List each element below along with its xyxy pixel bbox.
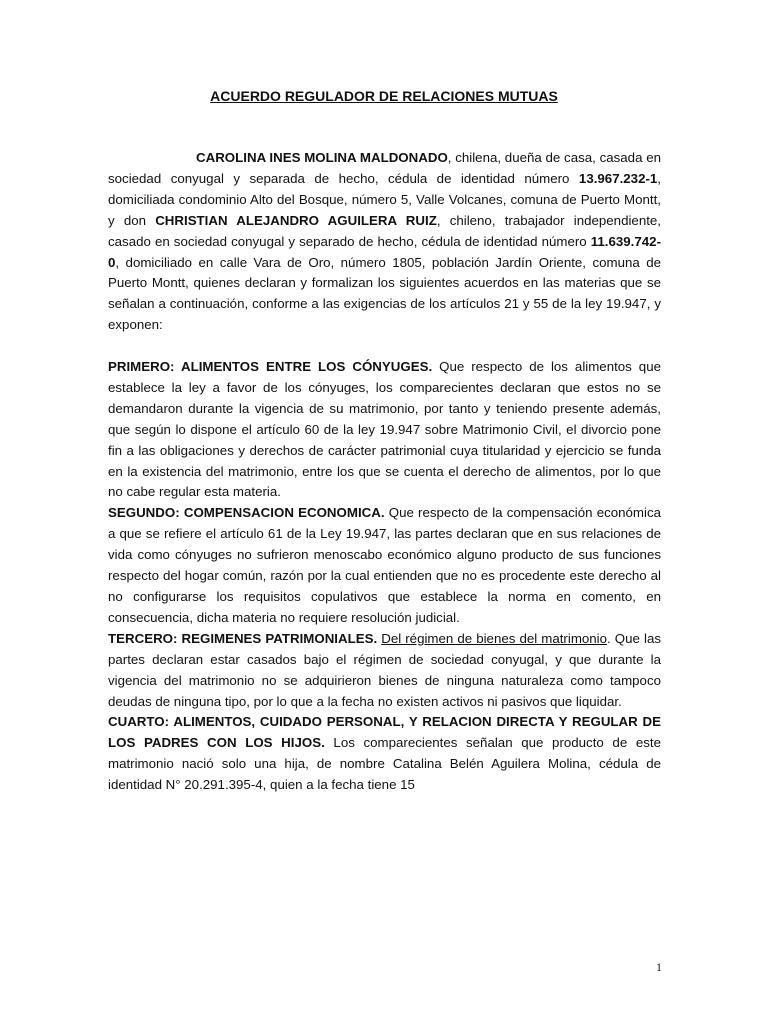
clause-segundo [108,503,661,628]
clause-tercero-underlined: Del régimen de bienes del matrimonio [381,630,608,646]
intro-text-4: , domiciliado en calle Vara de Oro, número 1805, población Jardín Oriente, comuna de Puerto Montt, quienes declaran y formalizan los siguientes acuerdos en las materias que se señalan a continuación, conforme a las exigencias de los artículos 21 y 55 de la ley 19.947, y exponen: [108,254,661,333]
clause-tercero-heading: TERCERO: REGIMENES PATRIMONIALES. [108,630,378,646]
party-name-2: CHRISTIAN ALEJANDRO AGUILERA RUIZ [155,212,437,228]
clause-cuarto [108,712,661,796]
clause-tercero-text: . Que las partes declaran estar casados bajo el régimen de sociedad conyugal, y que durante la vigencia del matrimonio no se adquirieron bienes de ninguna naturaleza como tampoco deudas de ninguna tipo, por lo que a la fecha no existen activos ni pasivos que liquidar. [108,630,661,709]
party-id-1: 13.967.232-1 [578,170,658,186]
intro-text-1: , chilena, dueña de casa, casada en sociedad conyugal y separada de hecho, cédula de identidad número [108,150,661,186]
clause-segundo-heading: SEGUNDO: COMPENSACION ECONOMICA. [108,505,385,521]
clause-primero-heading: PRIMERO: ALIMENTOS ENTRE LOS CÓNYUGES. [108,359,433,375]
clause-primero [108,357,661,503]
party-name-1: CAROLINA INES MOLINA MALDONADO [196,150,448,165]
party-id-2: 11.639.742-0 [108,233,661,270]
intro-text-3: , chileno, trabajador independiente, casado en sociedad conyugal y separado de hecho, cédula de identidad número [108,212,661,249]
intro-text-2: , domiciliada condominio Alto del Bosque, número 5, Valle Volcanes, comuna de Puerto Montt, y don [108,170,661,228]
page-number: 1 [656,960,662,974]
clause-primero-text: Que respecto de los alimentos que establece la ley a favor de los cónyuges, los comparecientes declaran que estos no se demandaron durante la vigencia de su matrimonio, por tanto y teniendo presente además, que según lo dispone el artículo 60 de la ley 19.947 sobre Matrimonio Civil, el divorcio pone fin a las obligaciones y derechos de carácter patrimonial cuya titularidad y ejercicio se funda en la existencia del matrimonio, entre los que se cuenta el derecho de alimentos, por lo que no cabe regular esta materia. [108,359,661,500]
clause-segundo-text: Que respecto de la compensación económica a que se refiere el artículo 61 de la Ley 19.947, las partes declaran que en sus relaciones de vida como cónyuges no sufrieron menoscabo económico alguno producto de sus funciones respecto del hogar común, razón por la cual entienden que no es procedente este derecho al no configurarse los requisitos copulativos que establece la norma en comento, en consecuencia, dicha materia no requiere resolución judicial. [108,505,661,625]
clause-cuarto-heading: CUARTO: ALIMENTOS, CUIDADO PERSONAL, Y RELACION DIRECTA Y REGULAR DE LOS PADRES CON LOS HIJOS. [108,714,661,751]
intro-paragraph [108,148,661,336]
document-body [108,148,661,796]
document-title: ACUERDO REGULADOR DE RELACIONES MUTUAS [210,88,558,104]
clause-tercero [108,629,661,713]
clause-cuarto-text: Los comparecientes señalan que producto de este matrimonio nació solo una hija, de nombre Catalina Belén Aguilera Molina, cédula de identidad N° 20.291.395-4, quien a la fecha tiene 15 [108,735,661,793]
